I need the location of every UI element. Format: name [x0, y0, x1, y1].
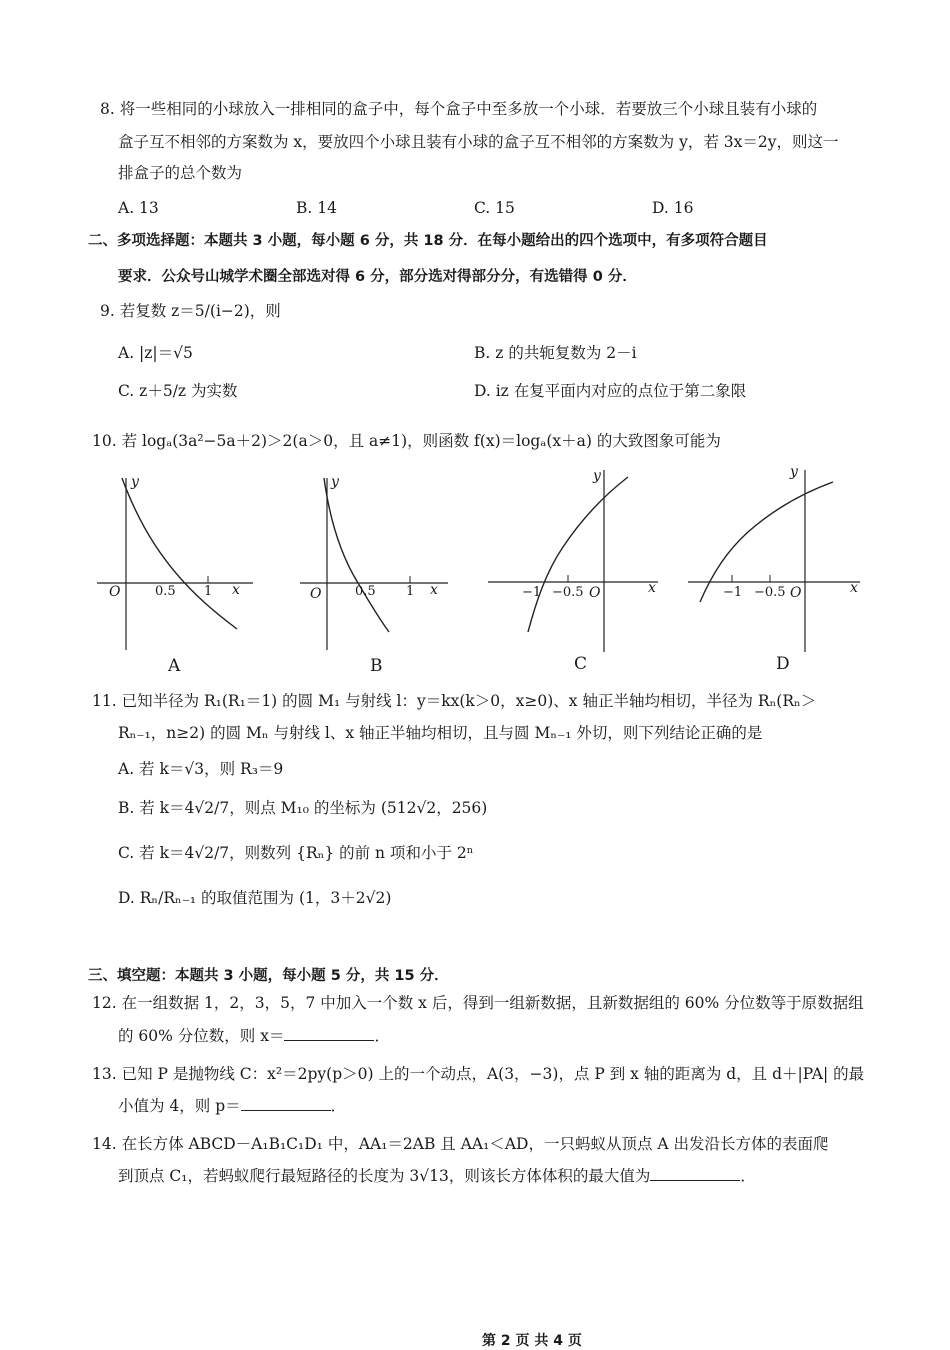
- q13-line2: [118, 1095, 346, 1117]
- q8-line2: 盒子互不相邻的方案数为 x，要放四个小球且装有小球的盒子互不相邻的方案数为 y，若 3x＝2y，则这一: [118, 133, 839, 151]
- graph-b-tick-1: 1: [406, 584, 415, 599]
- q12-line2-text: 的 60% 分位数，则 x＝: [118, 1027, 285, 1045]
- graph-c-label: C: [574, 654, 588, 674]
- q8-line3: 排盒子的总个数为: [118, 164, 243, 182]
- q9-option-a: A. |z|＝√5: [118, 344, 193, 362]
- q11-option-b: B. 若 k＝4√2/7，则点 M₁₀ 的坐标为 (512√2，256): [118, 799, 488, 817]
- q9-option-c: C. z＋5/z 为实数: [118, 382, 238, 400]
- q12-line2-end: ．: [374, 1027, 390, 1045]
- q8-line1: 8. 将一些相同的小球放入一排相同的盒子中，每个盒子中至多放一个小球．若要放三个小球且装有小球的: [100, 100, 818, 118]
- q14-line1: 14. 在长方体 ABCD－A₁B₁C₁D₁ 中，AA₁＝2AB 且 AA₁＜AD，一只蚂蚁从顶点 A 出发沿长方体的表面爬: [92, 1135, 829, 1153]
- graph-a: [95, 472, 255, 676]
- section3-heading: 三、填空题：本题共 3 小题，每小题 5 分，共 15 分．: [88, 968, 449, 984]
- graph-d-label: D: [776, 654, 790, 674]
- q13-line1: 13. 已知 P 是抛物线 C：x²＝2py(p＞0) 上的一个动点，A(3，−3)，点 P 到 x 轴的距离为 d，且 d＋|PA| 的最: [92, 1065, 865, 1083]
- graph-d: [688, 462, 868, 672]
- graph-b-svg: [298, 472, 458, 652]
- graph-b-origin: O: [310, 586, 322, 602]
- graph-d-x-label: x: [850, 580, 858, 596]
- q9-option-b: B. z 的共轭复数为 2－i: [474, 344, 637, 362]
- graph-a-y-label: y: [131, 474, 139, 490]
- graph-a-label: A: [168, 656, 181, 676]
- q14-line2-end: ．: [740, 1167, 756, 1185]
- graph-b-label: B: [370, 656, 383, 676]
- graph-d-tick-neg05: −0.5: [754, 585, 786, 600]
- q14-line2: [118, 1165, 756, 1187]
- graph-c-tick-neg1: −1: [522, 585, 542, 600]
- graph-b-y-label: y: [331, 474, 339, 490]
- graph-c-x-label: x: [648, 580, 656, 596]
- q11-line1: 11. 已知半径为 R₁(R₁＝1) 的圆 M₁ 与射线 l：y＝kx(k＞0，x≥0)、x 轴正半轴均相切，半径为 Rₙ(Rₙ＞: [92, 692, 817, 710]
- q12-line2: [118, 1025, 390, 1047]
- graph-c: [488, 462, 663, 672]
- q13-line2-text: 小值为 4，则 p＝: [118, 1097, 241, 1115]
- graph-a-tick-05: 0.5: [155, 584, 176, 599]
- graph-c-tick-neg05: −0.5: [552, 585, 584, 600]
- q10-stem: 10. 若 logₐ(3a²−5a＋2)＞2(a＞0，且 a≠1)，则函数 f(x)＝logₐ(x＋a) 的大致图象可能为: [92, 432, 721, 450]
- q8-option-b: B. 14: [296, 199, 337, 217]
- graph-d-origin: O: [790, 585, 802, 601]
- graph-a-origin: O: [109, 584, 121, 600]
- q8-option-d: D. 16: [652, 199, 694, 217]
- page-footer: 第 2 页 共 4 页: [482, 1333, 582, 1349]
- q13-answer-blank[interactable]: [241, 1096, 331, 1111]
- graph-d-svg: [688, 462, 868, 652]
- q9-option-d: D. iz 在复平面内对应的点位于第二象限: [474, 382, 747, 400]
- graph-c-svg: [488, 462, 663, 652]
- graph-b-tick-05: 0.5: [355, 584, 376, 599]
- graph-a-tick-1: 1: [204, 584, 213, 599]
- q14-line2-text: 到顶点 C₁，若蚂蚁爬行最短路径的长度为 3√13，则该长方体体积的最大值为: [118, 1167, 651, 1185]
- graph-d-y-label: y: [790, 464, 798, 480]
- graph-a-svg: [95, 472, 255, 652]
- graph-b: [298, 472, 458, 676]
- q12-answer-blank[interactable]: [284, 1026, 374, 1041]
- q9-stem: 9. 若复数 z＝5/(i−2)，则: [100, 302, 281, 320]
- q11-line2: Rₙ₋₁，n≥2) 的圆 Mₙ 与射线 l、x 轴正半轴均相切，且与圆 Mₙ₋₁ 外切，则下列结论正确的是: [118, 724, 763, 742]
- section2-heading: 二、多项选择题：本题共 3 小题，每小题 6 分，共 18 分．在每小题给出的四个选项中，有多项符合题目: [88, 233, 768, 249]
- section2-heading-cont: 要求．公众号山城学术圈全部选对得 6 分，部分选对得部分分，有选错得 0 分．: [118, 269, 637, 285]
- q8-option-a: A. 13: [118, 199, 159, 217]
- graph-c-origin: O: [589, 585, 601, 601]
- graph-b-x-label: x: [430, 582, 438, 598]
- graph-d-tick-neg1: −1: [723, 585, 743, 600]
- q11-option-a: A. 若 k＝√3，则 R₃＝9: [118, 760, 284, 778]
- q13-line2-end: ．: [330, 1097, 347, 1115]
- q8-option-c: C. 15: [474, 199, 515, 217]
- q11-option-d: D. Rₙ/Rₙ₋₁ 的取值范围为 (1，3＋2√2): [118, 889, 392, 907]
- q11-option-c: C. 若 k＝4√2/7，则数列 {Rₙ} 的前 n 项和小于 2ⁿ: [118, 844, 474, 862]
- q14-answer-blank[interactable]: [650, 1166, 740, 1181]
- graph-c-y-label: y: [593, 468, 601, 484]
- graph-a-x-label: x: [232, 582, 240, 598]
- q12-line1: 12. 在一组数据 1，2，3，5，7 中加入一个数 x 后，得到一组新数据，且新数据组的 60% 分位数等于原数据组: [92, 994, 864, 1012]
